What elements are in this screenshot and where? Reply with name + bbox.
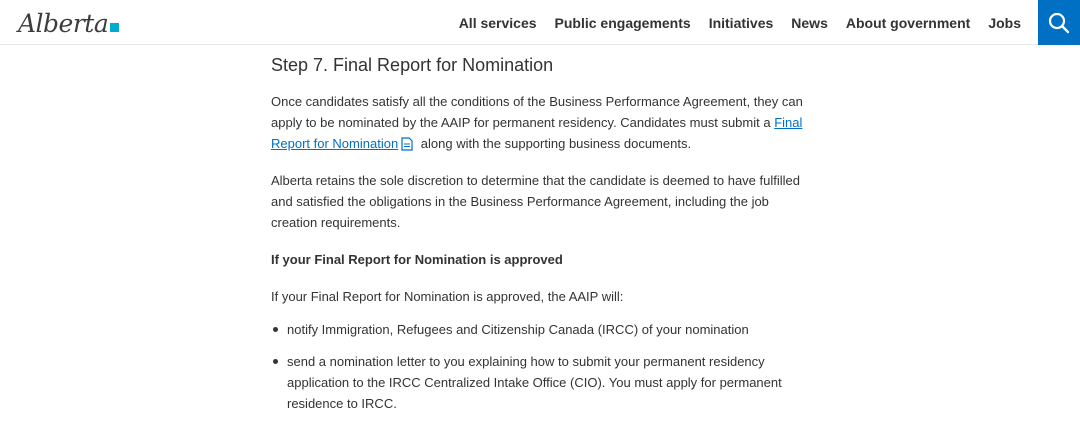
nav-public-engagements[interactable]: Public engagements (554, 14, 691, 31)
page-heading: Step 7. Final Report for Nomination (271, 55, 554, 75)
nav-about-government[interactable]: About government (845, 14, 971, 31)
site-header (0, 0, 1080, 45)
document-icon (401, 137, 413, 151)
logo-text: Alberta (18, 8, 109, 38)
approved-paragraph: If your Final Report for Nomination is approved, the AAIP will: (271, 289, 624, 304)
intro-text-before: Once candidates satisfy all the conditions of the Business Performance Agreement, they can apply to be nominated by the AAIP for permanent residency. Candidates must submit a (271, 94, 803, 130)
nav-jobs[interactable]: Jobs (988, 14, 1021, 31)
list-item: send a nomination letter to you explaining how to submit your permanent residency application to the IRCC Centralized Intake Office (CIO). You must apply for permanent residence to IRCC. (271, 351, 811, 414)
final-report-link[interactable]: Final Report for Nomination (271, 115, 803, 151)
search-button[interactable] (1038, 0, 1080, 45)
nav-initiatives[interactable]: Initiatives (708, 14, 774, 31)
intro-paragraph (271, 91, 811, 154)
search-icon (1048, 12, 1070, 34)
intro-text-after: along with the supporting business documents. (417, 136, 692, 151)
approved-subheading: If your Final Report for Nomination is approved (271, 252, 563, 267)
main-nav (450, 0, 1030, 45)
nav-news[interactable]: News (791, 14, 828, 31)
main-content (271, 45, 811, 425)
nav-all-services[interactable]: All services (458, 14, 537, 31)
approved-list (271, 319, 811, 414)
logo-square-icon (110, 23, 119, 32)
discretion-paragraph: Alberta retains the sole discretion to determine that the candidate is deemed to have fulfilled and satisfied the obligations in the Business Performance Agreement, including the job creation requirements. (271, 173, 800, 230)
alberta-logo[interactable] (18, 6, 119, 40)
list-item: notify Immigration, Refugees and Citizenship Canada (IRCC) of your nomination (271, 319, 811, 340)
